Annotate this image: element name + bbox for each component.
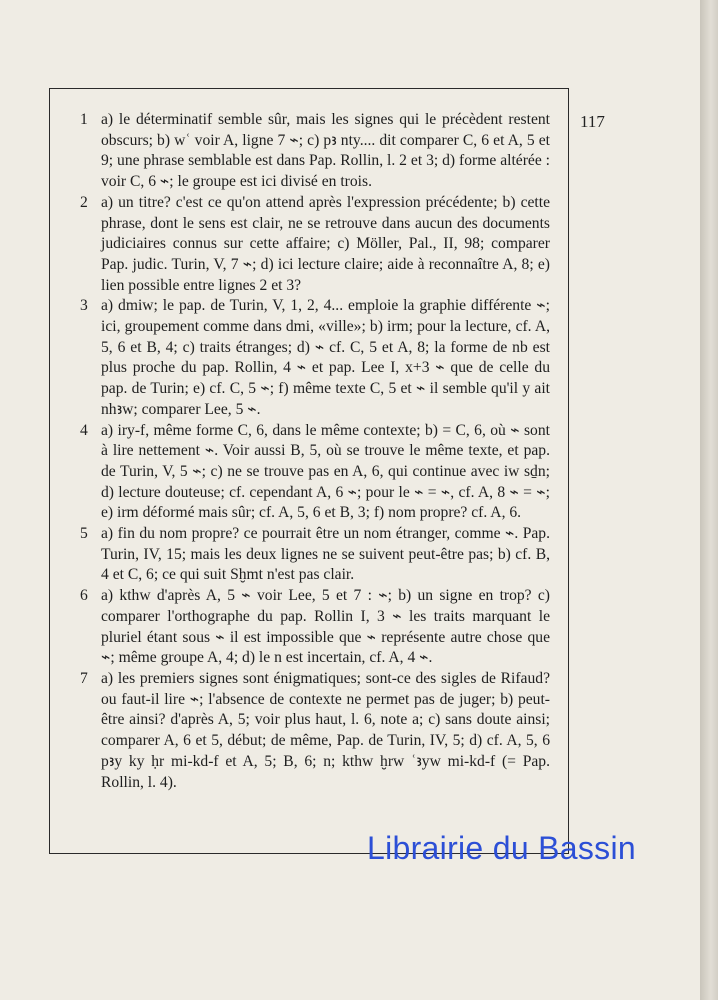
note-6: [80, 586, 550, 669]
note-text: a) fin du nom propre? ce pourrait être un nom étranger, comme ⌁. Pap. Turin, IV, 15; mais les deux lignes ne se suivent peut-être pas; b) cf. B, 4 et C, 6; ce qui suit Sḫmt n'est pas clair.: [101, 525, 550, 584]
notes-list: [80, 110, 550, 793]
page-number: 117: [580, 112, 605, 131]
note-text: a) un titre? c'est ce qu'on attend après l'expression précédente; b) cette phrase, dont le sens est clair, ne se retrouve dans aucun des documents judiciaires connus sur cette affaire; c) Möller, Pal., II, 98; comparer Pap. judic. Turin, V, 7 ⌁; d) ici lecture claire; aide à reconnaître A, 8; e) lien possible entre lignes 2 et 3?: [101, 193, 550, 294]
note-number: 7: [80, 669, 88, 687]
page-edge: [700, 0, 718, 1000]
note-5: [80, 524, 550, 586]
note-7: [80, 669, 550, 793]
note-text: a) kthw d'après A, 5 ⌁ voir Lee, 5 et 7 : ⌁; b) un signe en trop? c) comparer l'orthographe du pap. Rollin I, 3 ⌁ les traits marquant le pluriel étant sous ⌁ il est impossible que ⌁ représente autre chose que ⌁; même groupe A, 4; d) le n est incertain, cf. A, 4 ⌁.: [101, 587, 550, 667]
note-number: 4: [80, 421, 88, 439]
watermark: Librairie du Bassin: [367, 830, 636, 866]
note-number: 5: [80, 525, 88, 543]
note-1: [80, 110, 550, 193]
note-number: 2: [80, 193, 88, 211]
note-text: a) les premiers signes sont énigmatiques; sont-ce des sigles de Rifaud? ou faut-il lire ⌁; l'absence de contexte ne permet pas de juger; b) peut-être ainsi? d'après A, 5; voir plus haut, l. 6, note a; c) sans doute ainsi; comparer A, 6 et 5, début; de même, Pap. de Turin, IV, 5; d) cf. A, 5, 6 pꜣy ky ḥr mi-kd-f et A, 5; B, 6; n; kthw ḫrw ʿꜣyw mi-kd-f (= Pap. Rollin, l. 4).: [101, 669, 550, 791]
note-number: 1: [80, 111, 88, 128]
note-4: [80, 421, 550, 525]
note-text: a) iry-f, même forme C, 6, dans le même contexte; b) = C, 6, où ⌁ sont à lire nettement ⌁. Voir aussi B, 5, où se trouve le même texte, et pap. de Turin, V, 5 ⌁; c) ne se trouve pas en A, 6, qui continue avec iw sḏn; d) lecture douteuse; cf. cependant A, 6 ⌁; pour le ⌁ = ⌁, cf. A, 8 ⌁ = ⌁; e) irm déformé mais sûr; cf. A, 5, 6 et B, 3; f) nom propre? cf. A, 6.: [101, 421, 550, 522]
note-text: a) le déterminatif semble sûr, mais les signes qui le précèdent restent obscurs; b) wʿ voir A, ligne 7 ⌁; c) pꜣ nty.... dit comparer C, 6 et A, 5 et 9; une phrase semblable est dans Pap. Rollin, l. 2 et 3; d) forme altérée : voir C, 6 ⌁; le groupe est ici divisé en trois.: [101, 111, 550, 191]
note-number: 6: [80, 587, 88, 605]
note-2: [80, 193, 550, 297]
note-text: a) dmiw; le pap. de Turin, V, 1, 2, 4... emploie la graphie différente ⌁; ici, groupement comme dans dmi, «ville»; b) irm; pour la lecture, cf. A, 5, 6 et B, 4; c) traits étranges; d) ⌁ cf. C, 5 et A, 8; la forme de nb est plus proche du pap. Rollin, 4 ⌁ et pap. Lee I, x+3 ⌁ que de celle du pap. de Turin; e) cf. C, 5 ⌁; f) même texte C, 5 et ⌁ il semble qu'il y ait nhꜣw; comparer Lee, 5 ⌁.: [101, 297, 550, 418]
note-number: 3: [80, 297, 88, 315]
note-3: [80, 296, 550, 420]
